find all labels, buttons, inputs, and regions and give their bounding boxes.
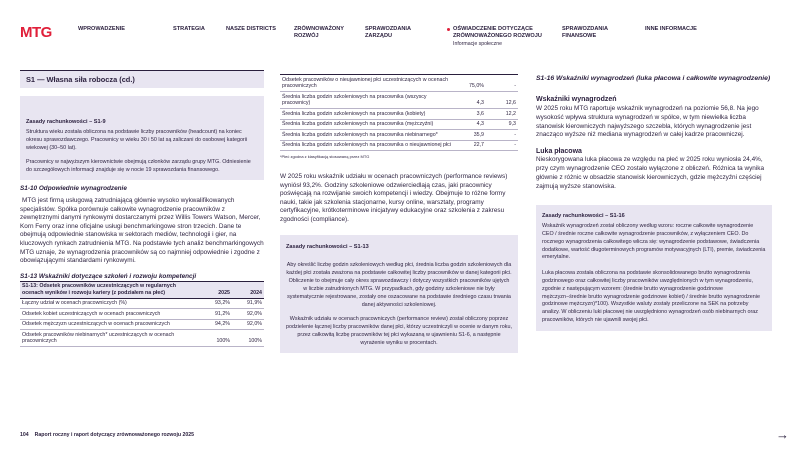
table-cell: Średnia liczba godzin szkoleniowych na pracownika (kobiety) bbox=[280, 109, 454, 120]
table-cell: Odsetek pracowników niebinarnych* uczestniczących w ocenach pracowniczych bbox=[20, 330, 200, 347]
right-column bbox=[536, 74, 772, 331]
table-cell: - bbox=[486, 130, 518, 141]
table-row bbox=[280, 119, 518, 130]
table-row bbox=[280, 75, 518, 92]
table-cell: 9,3 bbox=[486, 119, 518, 130]
s1-16-heading: S1-16 Wskaźniki wynagrodzeń (luka płacowa i całkowite wynagrodzenie) bbox=[536, 75, 771, 82]
pay-ratio-heading: Wskaźniki wynagrodzeń bbox=[536, 96, 617, 103]
accounting-box-s1-16 bbox=[536, 205, 772, 330]
table-cell: Średnia liczba godzin szkoleniowych na pracownika (wszyscy pracownicy) bbox=[280, 92, 454, 109]
table-cell: 92,0% bbox=[232, 319, 264, 330]
table-cell: 22,7 bbox=[454, 140, 486, 151]
pay-gap-text: Nieskorygowana luka płacowa ze względu na płeć w 2025 roku wyniosła 24,4%, przy czym wynagrodzenie CEO zostało wyłączone z obliczeń. Różnica ta wynika głównie z różnic w obsadzie stanowisk kierowniczych, gdzie mężczyźni częściej zajmują wyższe stanowiska. bbox=[536, 156, 765, 190]
table-cell: 4,3 bbox=[454, 119, 486, 130]
s1-13-table bbox=[20, 282, 264, 348]
table-cell: Odsetek pracowników o nieujawnionej płci uczestniczących w ocenach pracowniczych bbox=[280, 75, 454, 92]
box-paragraph: Wskaźnik wynagrodzeń został obliczony według wzoru: roczne całkowite wynagrodzenie CEO / średnie roczne całkowite wynagrodzenie pracowników, z wyłączeniem CEO. Do rocznego wynagrodzenia całkowitego wlicza się: wynagrodzenie podstawowe, świadczenia dodatkowe, wartość długoterminowych programów motywacyjnych (LTI), premie, świadczenia emerytalne. bbox=[542, 223, 766, 261]
table-cell: Odsetek mężczyzn uczestniczących w ocenach pracowniczych bbox=[20, 319, 200, 330]
s1-13-table-continued bbox=[280, 74, 518, 151]
table-cell: 91,2% bbox=[200, 309, 232, 320]
left-column bbox=[20, 70, 264, 347]
box-paragraph: Struktura wieku została obliczona na podstawie liczby pracowników (headcount) na koniec okresu sprawozdawczego. Pracownicy w wieku 30 i 50 lat są zaliczani do osobowej kategorii wiekowej (30–50 lat). bbox=[26, 129, 248, 151]
box-title: Zasady rachunkowości – S1-9 bbox=[26, 119, 106, 125]
table-row bbox=[280, 109, 518, 120]
table-row bbox=[280, 92, 518, 109]
s1-13-text: W 2025 roku wskaźnik udziału w ocenach pracowniczych (performance reviews) wyniósł 93,2%. Godziny szkoleniowe odzwierciedlają czas, jaki pracownicy poświęcają na rozwijanie swoich kompetencji i wiedzy. Obejmuje to różne formy nauki, takie jak szkolenia stacjonarne, kursy online, warsztaty, programy certyfikacyjne, krótkoterminowe inicjatywy edukacyjne oraz szkolenia z zakresu zgodności (compliance). bbox=[280, 173, 508, 223]
table-row bbox=[20, 298, 264, 309]
table-cell: - bbox=[486, 140, 518, 151]
section-title: S1 — Własna siła robocza (cd.) bbox=[20, 70, 264, 88]
table-cell: - bbox=[486, 75, 518, 92]
nav-sublabel[interactable]: Informacje społeczne bbox=[453, 41, 503, 47]
table-cell: Odsetek kobiet uczestniczących w ocenach pracowniczych bbox=[20, 309, 200, 320]
table-cell: 35,9 bbox=[454, 130, 486, 141]
table-cell: 91,9% bbox=[232, 298, 264, 309]
nav-label: SPRAWOZDANIA FINANSOWE bbox=[562, 26, 608, 39]
table-header-row bbox=[20, 282, 264, 299]
page-number: 104 bbox=[20, 432, 29, 438]
report-title: Raport roczny i raport dotyczący zrównoważonego rozwoju 2025 bbox=[34, 432, 195, 438]
page-footer bbox=[20, 432, 200, 438]
table-cell: 92,0% bbox=[232, 309, 264, 320]
table-row bbox=[280, 140, 518, 151]
table-cell: 75,0% bbox=[454, 75, 486, 92]
pay-ratio-text: W 2025 roku MTG raportuje wskaźnik wynagrodzeń na poziomie 56,8. Na jego wysokość wpływa struktura wynagrodzeń w spółce, w tym niewielka liczba stanowisk kierowniczych najwyższego szczebla, których wynagrodzenie jest znacząco wyższe niż mediana wynagrodzeń w całej kadrze pracowniczej. bbox=[536, 105, 759, 139]
table-cell: 100% bbox=[232, 330, 264, 347]
middle-column bbox=[280, 74, 518, 353]
box-paragraph: Luka płacowa została obliczona na podstawie skonsolidowanego brutto wynagrodzenia godzinowego oraz całkowitej liczby pracowników uwzględnionych w tym wynagrodzeniu, zgodnie z następującym wzorem: (średnie brutto wynagrodzenie godzinowe mężczyzn−średnie brutto wynagrodzenie godzinowe kobiet) / średnie brutto wynagrodzenie godzinowe mężczyzn)*100). Wszystkie waluty zostały przeliczone na SEK na potrzeby analizy. W obliczeniu luki płacowej nie uwzględniono wynagrodzeń osób niebinarnych oraz pracowników, których nie ujawnili swojej płci. bbox=[542, 270, 760, 323]
top-navigation bbox=[0, 0, 800, 68]
table-header-cell: 2025 bbox=[200, 282, 232, 299]
mtg-logo[interactable]: MTG bbox=[20, 24, 52, 41]
table-row bbox=[20, 330, 264, 347]
table-row bbox=[280, 130, 518, 141]
active-dot bbox=[447, 28, 450, 31]
s1-13-heading: S1-13 Wskaźniki dotyczące szkoleń i rozwoju kompetencji bbox=[20, 273, 264, 282]
nav-sprawozdania-zarzadu[interactable] bbox=[365, 26, 421, 40]
nav-sprawozdania-finansowe[interactable] bbox=[562, 26, 620, 40]
nav-strategia[interactable] bbox=[173, 26, 205, 33]
s1-10-text: MTG jest firmą usługową zatrudniającą głównie wysoko wykwalifikowanych specjalistów. Spółka porównuje całkowite wynagrodzenie pracowników z zewnętrznymi danymi rynkowymi dostarczanymi przez Willis Towers Watson, Mercer, Korn Ferry oraz inne oficjalne usługi benchmarkingowe stron trzecich. Dane te obejmują odpowiednie stanowiska w sektorach mediów, technologii i gier, na kluczowych rynkach zatrudnienia MTG. Na podstawie tych analiz benchmarkingowych MTG uznaje, że wynagrodzenia pracowników są co najmniej odpowiednie i zgodne z obowiązującymi standardami rynkowymi. bbox=[20, 197, 264, 265]
nav-label: NASZE DISTRICTS bbox=[226, 26, 277, 32]
table-cell: 100% bbox=[200, 330, 232, 347]
nav-label: ZRÓWNOWAŻONY ROZWÓJ bbox=[294, 26, 344, 39]
table-cell: Średnia liczba godzin szkoleniowych na pracownika (mężczyźni) bbox=[280, 119, 454, 130]
s1-10-heading: S1-10 Odpowiednie wynagrodzenie bbox=[20, 185, 127, 192]
arrow-right-icon[interactable]: → bbox=[776, 427, 789, 442]
table-cell: 4,3 bbox=[454, 92, 486, 109]
nav-label: INNE INFORMACJE bbox=[645, 26, 697, 32]
box-title: Zasady rachunkowości – S1-13 bbox=[286, 243, 369, 250]
table-cell: 93,2% bbox=[200, 298, 232, 309]
table-row bbox=[20, 309, 264, 320]
box-paragraph: Pracownicy w najwyższym kierownictwie obejmują członków zarządu grupy MTG. Odniesienie do szczegółowych informacji znajduje się w nocie 19 sprawozdania finansowego. bbox=[26, 159, 251, 173]
nav-wprowadzenie[interactable] bbox=[78, 26, 125, 33]
nav-zrownowazony-rozwoj[interactable] bbox=[294, 26, 350, 40]
box-title: Zasady rachunkowości – S1-16 bbox=[542, 213, 625, 220]
table-cell: 94,2% bbox=[200, 319, 232, 330]
table-row bbox=[20, 319, 264, 330]
box-paragraph: Wskaźnik udziału w ocenach pracowniczych (performance review) został obliczony poprzez podzielenie łącznej liczby pracowników danej płci, którzy uczestniczyli w ocenie w danym roku, przez całkowitą liczbę pracowników tej płci wykazaną w ujawnieniu S1-6, a następnie wyrażenie wyniku w procentach. bbox=[286, 315, 512, 346]
table-cell: 12,6 bbox=[486, 92, 518, 109]
nav-nasze-districts[interactable] bbox=[226, 26, 276, 33]
table-header-cell: S1-13: Odsetek pracowników uczestniczących w regularnych ocenach wyników i rozwoju kariery (z podziałem na płeć) bbox=[20, 282, 200, 299]
pay-gap-heading: Luka płacowa bbox=[536, 148, 582, 156]
table-header-cell: 2024 bbox=[232, 282, 264, 299]
table-cell: Łączny udział w ocenach pracowniczych (%) bbox=[20, 298, 200, 309]
accounting-box-s1-9 bbox=[20, 96, 264, 180]
table-cell: Średnia liczba godzin szkoleniowych na pracownika o nieujawnionej płci bbox=[280, 140, 454, 151]
table-footnote: *Płeć zgodna z klasyfikacją stosowaną przez MTG bbox=[280, 154, 370, 159]
nav-oswiadczenie[interactable] bbox=[453, 26, 549, 48]
table-cell: Średnia liczba godzin szkoleniowych na pracownika niebinarnego* bbox=[280, 130, 454, 141]
nav-inne-informacje[interactable] bbox=[645, 26, 697, 33]
table-cell: 12,2 bbox=[486, 109, 518, 120]
nav-label: STRATEGIA bbox=[173, 26, 205, 32]
accounting-box-s1-13 bbox=[280, 235, 518, 353]
nav-label: WPROWADZENIE bbox=[78, 26, 125, 32]
nav-label: SPRAWOZDANIA ZARZĄDU bbox=[365, 26, 411, 39]
nav-label: OŚWIADCZENIE DOTYCZĄCE ZRÓWNOWAŻONEGO ROZWOJU bbox=[453, 26, 542, 39]
box-paragraph: Aby określić liczbę godzin szkoleniowych według płci, średnia liczba godzin szkoleniowych dla każdej płci została zważona na podstawie całkowitej liczby pracowników w danej kategorii płci. Obliczenie to obejmuje cały okres sprawozdawczy i dotyczy wszystkich pracowników ujętych w liczbie zatrudnionych MTG. W przypadkach, gdy godziny szkoleniowe nie były systematycznie rejestrowane, zostały one oszacowane na podstawie średniego czasu trwania danej aktywności szkoleniowej. bbox=[286, 261, 512, 308]
table-cell: 3,6 bbox=[454, 109, 486, 120]
